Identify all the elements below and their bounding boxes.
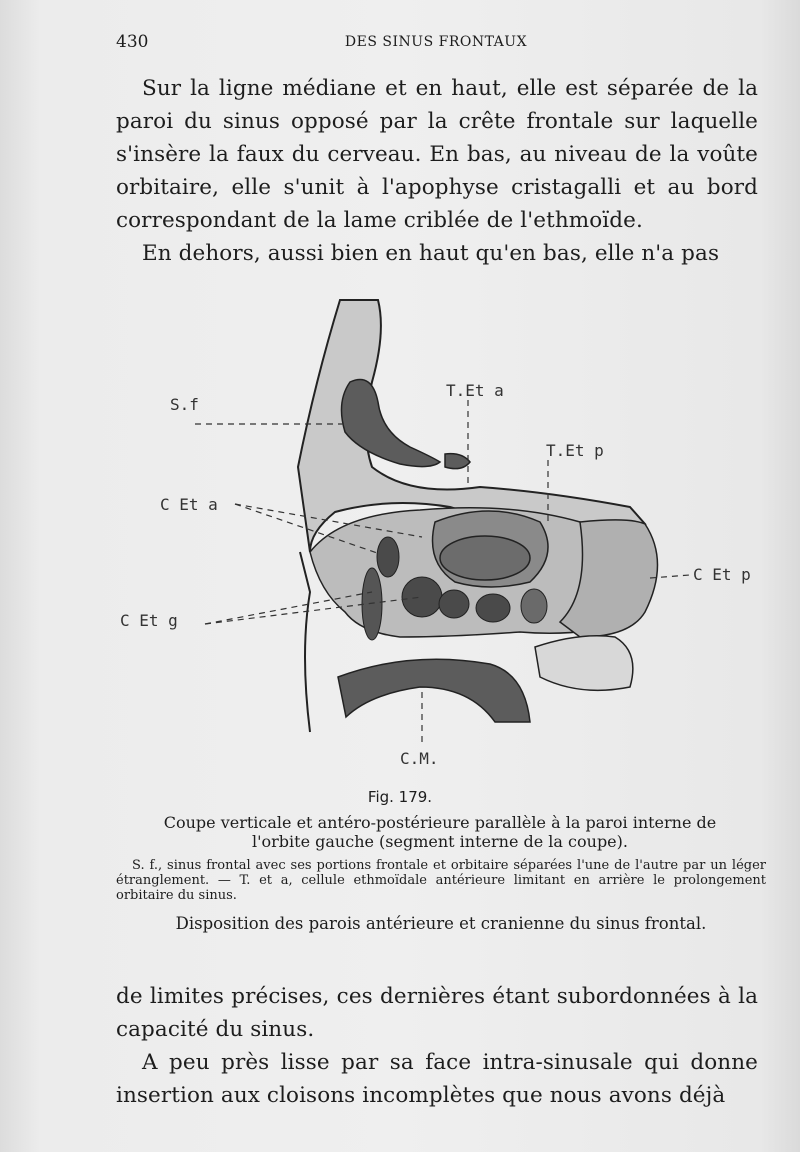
running-title: DES SINUS FRONTAUX [344, 34, 528, 50]
page-number: 430 [116, 32, 149, 52]
label-sf: S.f [170, 395, 199, 414]
figure-number: Fig. 179. [367, 788, 433, 806]
figure-legend-text: S. f., sinus frontal avec ses portions frontale et orbitaire séparées l'une de l'autre par un léger étranglement. — T. et a, cellule ethmoïdale antérieure limitant en arrière le prolongement orbitaire du sinus. [116, 858, 766, 903]
figure-legend [116, 858, 766, 903]
paragraph: Sur la ligne médiane et en haut, elle est séparée de la paroi du sinus opposé par la crête frontale sur laquelle s'insère la faux du cerveau. En bas, au niveau de la voûte orbitaire, elle s'unit à l'apophyse cristagalli et au bord correspondant de la lame criblée de l'ethmoïde. [116, 76, 758, 233]
page-header [116, 32, 756, 54]
label-tetp: T.Et p [546, 441, 604, 460]
anatomical-figure [110, 292, 770, 782]
figure-summary: Disposition des parois antérieure et cranienne du sinus frontal. [175, 914, 707, 933]
label-teta: T.Et a [446, 381, 504, 400]
body-text-top [116, 72, 758, 270]
label-cm: C.M. [400, 749, 439, 768]
label-cetp: C Et p [693, 565, 751, 584]
figure-caption-title: Coupe verticale et antéro-postérieure parallèle à la paroi interne de l'orbite gauche (segment interne de la coupe). [163, 813, 717, 851]
paragraph: de limites précises, ces dernières étant subordonnées à la capacité du sinus. [116, 984, 758, 1042]
body-text-bottom [116, 980, 758, 1112]
label-ceta: C Et a [160, 495, 218, 514]
figure-illustration [110, 292, 770, 782]
paragraph: A peu près lisse par sa face intra-sinusale qui donne insertion aux cloisons incomplètes que nous avons déjà [116, 1050, 758, 1108]
label-cetg: C Et g [120, 611, 178, 630]
paragraph: En dehors, aussi bien en haut qu'en bas, elle n'a pas [142, 241, 720, 266]
